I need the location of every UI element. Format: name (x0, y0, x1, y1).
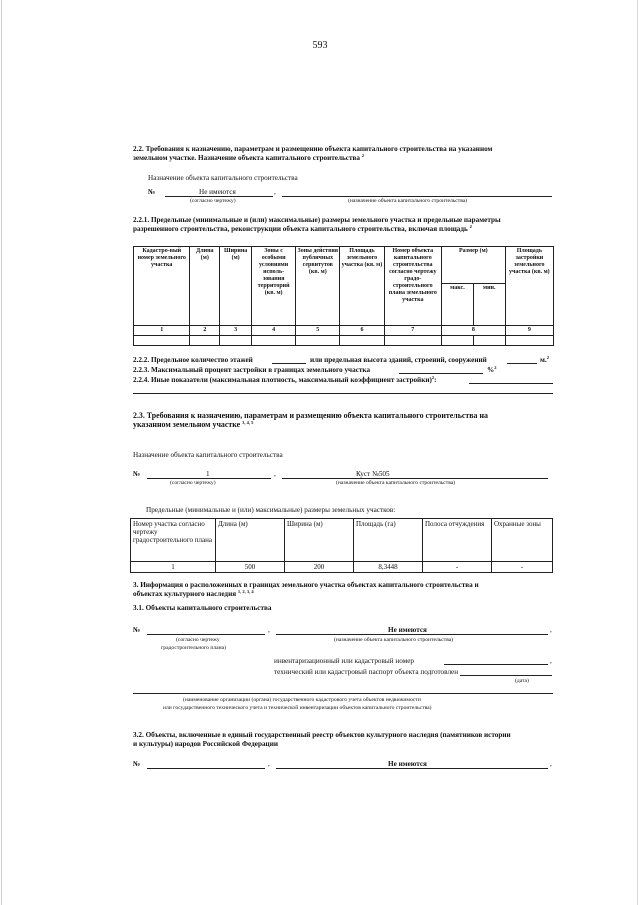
number-line-4 (147, 768, 265, 769)
caption-per-drawing: (согласно чертежу) (190, 198, 236, 204)
number-sign: № (148, 188, 156, 196)
section-2-2-heading-line2: земельном участке. Назначение объекта капитального строительства $^2$ (133, 153, 365, 162)
th-plot-number: Номер участка согласно чертежу градостроительного плана (131, 519, 216, 562)
th-size-max: макс. (442, 284, 474, 326)
purpose-value: Не имеются (199, 188, 236, 196)
section-2-3-heading-line2: указанном земельном участке $^{3, 4, 5}$ (133, 420, 254, 429)
plot-table (130, 518, 553, 573)
cell-plot-length: 500 (216, 562, 285, 573)
th-building-area: Площадь застройки земельного участка (кв. м) (505, 247, 553, 326)
section-3-heading: 3. Информация о расположенных в границах земельного участка объектах капитального строительства и (133, 581, 479, 589)
th-size-min: мин. (473, 284, 505, 326)
col-number: 3 (220, 326, 252, 336)
comma-6: , (268, 760, 270, 768)
page-number: 593 (312, 40, 328, 51)
section-2-2-1-line2: разрешенного строительства, реконструкции объекта капитального строительства, включая площадь $^2$ (133, 224, 472, 233)
th-length: Длина (м) (190, 247, 220, 326)
th-exclusion-strip: Полоса отчуждения (423, 519, 492, 562)
section-2-2-4: 2.2.4. Иные показатели (максимальная плотность, максимальный коэффициент застройки)$^2$: (133, 375, 437, 384)
comma-5: , (550, 657, 552, 665)
purpose-line-2 (282, 478, 548, 479)
comma-4: , (550, 626, 552, 634)
col-number: 6 (340, 326, 384, 336)
percent-unit: %$^2$ (487, 365, 497, 374)
table-row (131, 562, 553, 573)
section-2-2-heading: 2.2. Требования к назначению, параметрам и размещению объекта капитального строительства на указанном (133, 145, 493, 153)
comma: , (274, 188, 276, 196)
height-line (507, 363, 537, 364)
section-2-3-heading: 2.3. Требования к назначению, параметрам и размещению объекта капитального строительства на (133, 411, 488, 420)
comma-3: , (268, 626, 270, 634)
col-number: 8 (442, 326, 506, 336)
th-object-number: Номер объекта капитального строительства согласно чертежу градо-строительного плана земельного участка (384, 247, 442, 326)
caption-per-drawing-3b: градостроительного плана) (161, 645, 226, 651)
th-servitude-zones: Зоны действия публичных сервитутов (кв. м) (296, 247, 340, 326)
th-plot-width: Ширина (м) (285, 519, 354, 562)
th-plot-length: Длина (м) (216, 519, 285, 562)
percent-line (399, 373, 483, 374)
section-2-2-3: 2.2.3. Максимальный процент застройки в границах земельного участка (133, 366, 371, 374)
purpose-label: Назначение объекта капитального строительства (148, 174, 298, 182)
caption-purpose-2: (назначение объекта капитального строительства) (336, 480, 456, 486)
inventory-number-line (444, 664, 548, 665)
scan-edge-left (1, 0, 2, 905)
section-2-2-2: 2.2.2. Предельное количество этажей (133, 356, 253, 364)
scan-edge-right (637, 0, 638, 905)
section-3-2-line2: и культуры) народов Российской Федерации (133, 740, 278, 748)
col-number: 7 (384, 326, 442, 336)
other-line-2 (133, 393, 553, 394)
th-size: Размер (м) (442, 247, 506, 284)
cell-exclusion-strip: - (423, 562, 492, 573)
purpose-label-2: Назначение объекта капитального строительства (133, 451, 283, 459)
date-caption: (дата) (515, 678, 529, 684)
section-2-2-2-height: или предельная высота зданий, строений, сооружений (310, 356, 487, 364)
section-3-2-line1: 3.2. Объекты, включенные в единый государственный реестр объектов культурного наследия (памятников истории (133, 731, 511, 739)
th-width: Ширина (м) (220, 247, 252, 326)
th-protection-zones: Охранные зоны (492, 519, 553, 562)
col-number: 2 (190, 326, 220, 336)
col-number: 1 (134, 326, 190, 336)
floors-line (272, 363, 306, 364)
tech-passport-label: технический или кадастровый паспорт объекта подготовлен (274, 668, 459, 676)
number-line-3 (147, 634, 265, 635)
col-number: 5 (296, 326, 340, 336)
cell-protection-zones: - (492, 562, 553, 573)
th-plot-area: Площадь земельного участка (кв. м) (340, 247, 384, 326)
section-3-1: 3.1. Объекты капитального строительства (133, 604, 272, 612)
cell-plot-area: 8,3448 (354, 562, 423, 573)
section-2-2-1-line1: 2.2.1. Предельные (минимальные и (или) максимальные) размеры земельного участка и предельные параметры (133, 216, 501, 224)
th-plot-area: Площадь (га) (354, 519, 423, 562)
organization-line (133, 693, 553, 694)
heritage-value: Не имеются (388, 760, 427, 768)
col-number: 9 (505, 326, 553, 336)
limits-label: Предельные (минимальные и (или) максимальные) размеры земельных участков: (146, 506, 396, 514)
th-cadastral-number: Кадастро-вый номер земельного участка (134, 247, 190, 326)
cell-plot-number: 1 (131, 562, 216, 573)
number-sign-4: № (133, 760, 141, 768)
parameters-table (133, 246, 554, 346)
comma-2: , (274, 470, 276, 478)
other-line (469, 383, 553, 384)
col-number: 4 (252, 326, 296, 336)
caption-per-drawing-2: (согласно чертежу) (170, 480, 216, 486)
inventory-number-label: инвентаризационный или кадастровый номер (274, 657, 415, 665)
number-sign-3: № (133, 626, 141, 634)
number-sign-2: № (133, 470, 141, 478)
caption-per-drawing-3: (согласно чертежу (176, 637, 220, 643)
organization-caption-1: (наименование организации (органа) государственного кадастрового учета объектов недвижимости (183, 697, 421, 703)
date-line (460, 675, 552, 676)
height-unit: м.$^2$ (540, 355, 549, 364)
comma-7: , (550, 760, 552, 768)
th-special-zones: Зоны с особыми условиями исполь-зования территорий (кв. м) (252, 247, 296, 326)
object-purpose-value-3: Не имеются (388, 626, 427, 634)
section-3-heading-line2: объектах культурного наследия $^{1, 2, 3, 4}$ (133, 589, 254, 598)
table-empty-row (134, 336, 554, 346)
table-number-row (134, 326, 554, 336)
purpose-line (282, 196, 552, 197)
object-purpose-value: Куст №505 (356, 470, 390, 478)
caption-purpose: (назначение объекта капитального строительства) (348, 198, 468, 204)
cell-plot-width: 200 (285, 562, 354, 573)
organization-caption-2: или государственного технического учета и технической инвентаризации объектов капитального строительства) (163, 705, 432, 711)
caption-purpose-3: (назначение объекта капитального строительства) (334, 637, 454, 643)
object-number-value: 1 (206, 470, 210, 478)
